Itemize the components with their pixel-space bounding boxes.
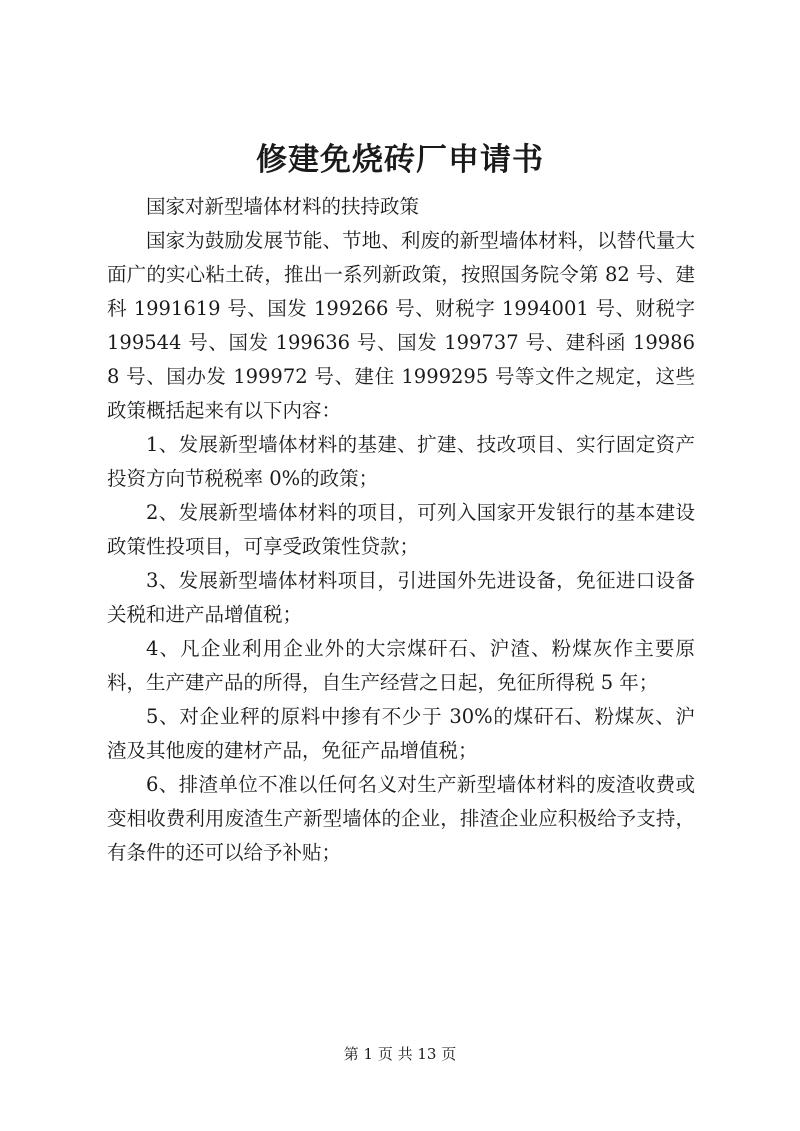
paragraph-item-6: 6、排渣单位不准以任何名义对生产新型墙体材料的废渣收费或变相收费利用废渣生产新型墙体的企业，排渣企业应积极给予支持，有条件的还可以给予补贴； [107, 773, 695, 864]
paragraph-item-5: 5、对企业秤的原料中掺有不少于 30%的煤矸石、粉煤灰、沪渣及其他废的建材产品，免征产品增值税； [107, 705, 695, 762]
paragraph-item-2: 2、发展新型墙体材料的项目，可列入国家开发银行的基本建设政策性投项目，可享受政策性贷款； [107, 501, 695, 558]
paragraph-item-3: 3、发展新型墙体材料项目，引进国外先进设备，免征进口设备关税和进产品增值税； [107, 569, 695, 626]
paragraph-item-1: 1、发展新型墙体材料的基建、扩建、技改项目、实行固定资产投资方向节税税率 0%的政策； [107, 433, 695, 490]
paragraph-item-4: 4、凡企业利用企业外的大宗煤矸石、沪渣、粉煤灰作主要原料，生产建产品的所得，自生产经营之日起，免征所得税 5 年； [107, 637, 695, 694]
paragraph-intro: 国家为鼓励发展节能、节地、利废的新型墙体材料，以替代量大面广的实心粘土砖，推出一系列新政策，按照国务院令第 82 号、建科 1991619 号、国发 199266 号、财税字 1994001 号、财税字 199544 号、国发 199636 号、国发 199737 号、建科函 199868 号、国办发 199972 号、建住 1999295 号等文件之规定，这些政策概括起来有以下内容： [107, 229, 695, 422]
paragraph-heading: 国家对新型墙体材料的扶持政策 [146, 195, 420, 218]
page-number-footer: 第 1 页 共 13 页 [343, 1045, 457, 1063]
document-body [107, 190, 695, 870]
document-title: 修建免烧砖厂申请书 [256, 142, 544, 178]
